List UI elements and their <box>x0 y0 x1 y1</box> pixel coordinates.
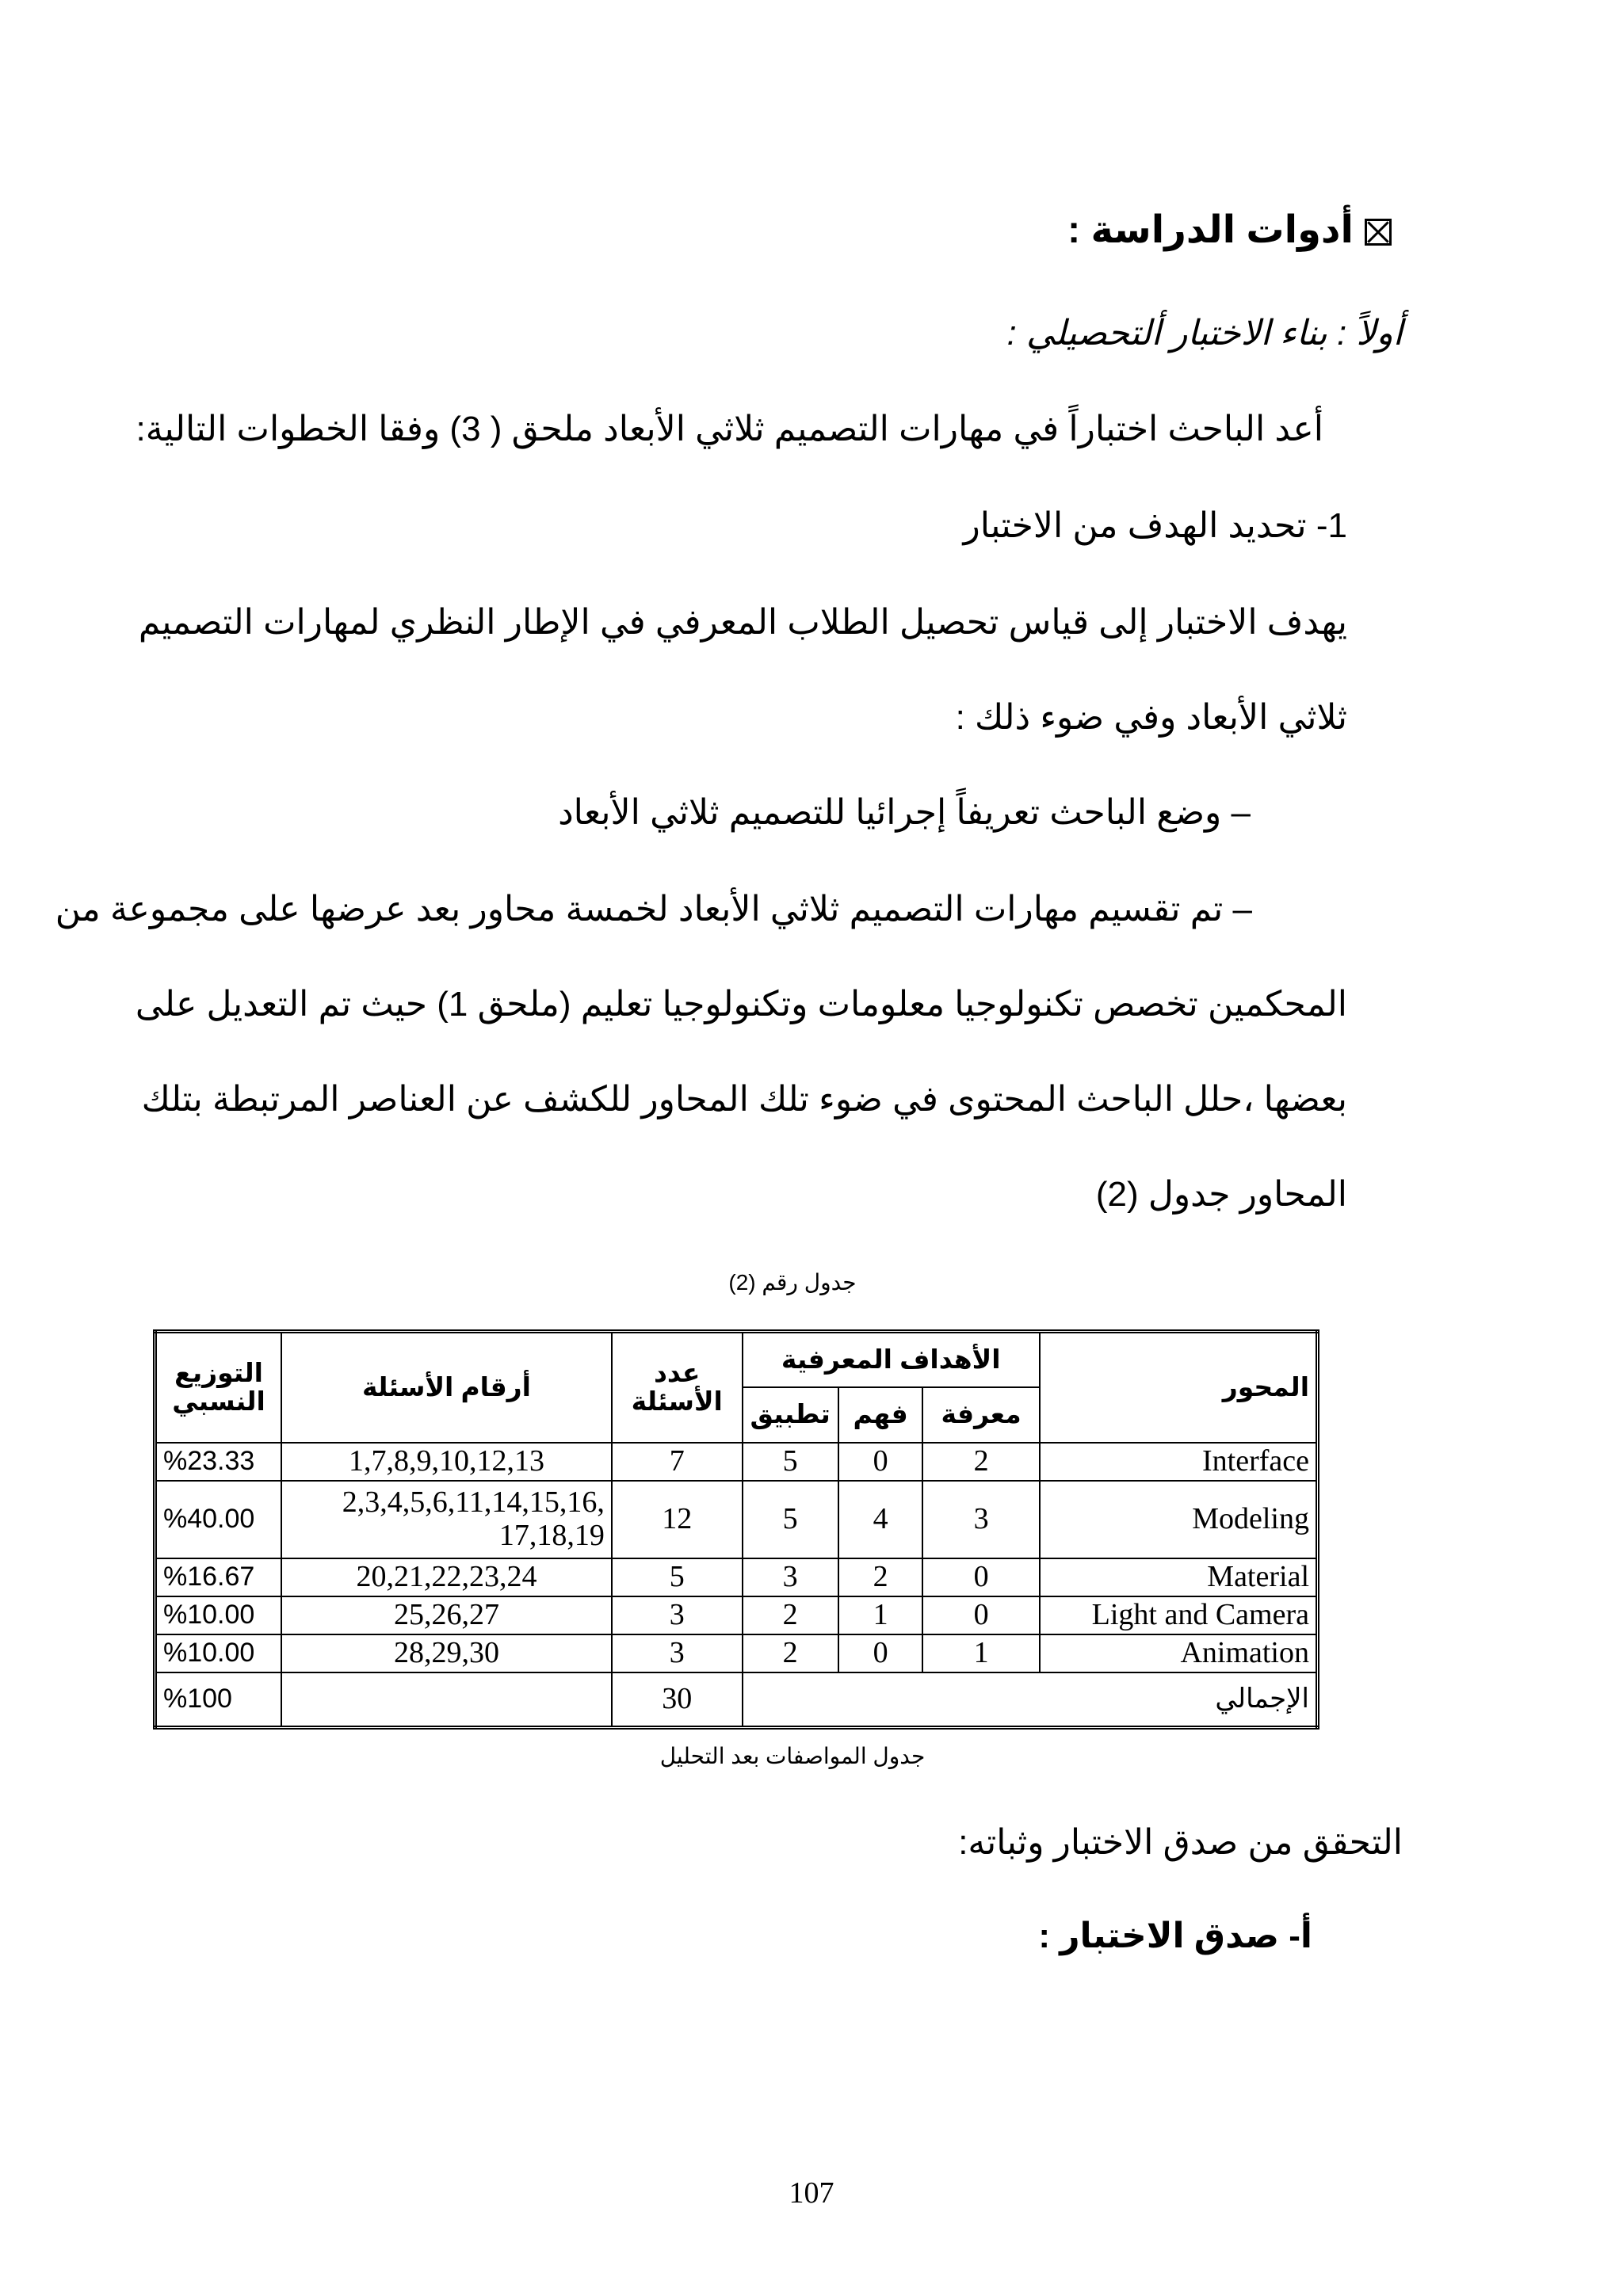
validity-heading: التحقق من صدق الاختبار وثباته: <box>958 1823 1403 1862</box>
header-knowledge: معرفة <box>922 1387 1039 1443</box>
cell-understanding: 1 <box>838 1596 923 1634</box>
paragraph-line: المحاور جدول (2) <box>1095 1175 1347 1214</box>
cell-knowledge: 0 <box>922 1596 1039 1634</box>
cell-count: 12 <box>612 1481 743 1558</box>
cell-axis: Light and Camera <box>1040 1596 1318 1634</box>
cell-knowledge: 0 <box>922 1558 1039 1596</box>
intro-paragraph: أعد الباحث اختباراً في مهارات التصميم ثلاثي الأبعاد ملحق ( 3) وفقا الخطوات التالية: <box>136 410 1323 448</box>
cell-total-distribution: %100 <box>155 1672 282 1728</box>
paragraph-line: – تم تقسيم مهارات التصميم ثلاثي الأبعاد لخمسة محاور بعد عرضها على مجموعة من <box>55 890 1252 929</box>
cell-understanding: 2 <box>838 1558 923 1596</box>
cell-understanding: 4 <box>838 1481 923 1558</box>
header-count: عدد الأسئلة <box>612 1332 743 1443</box>
header-application: تطبيق <box>743 1387 838 1443</box>
table-caption: جدول رقم (2) <box>728 1270 857 1295</box>
cell-total-numbers <box>281 1672 612 1728</box>
specification-table <box>153 1329 1319 1730</box>
cell-distribution: %40.00 <box>155 1481 282 1558</box>
paragraph-line: يهدف الاختبار إلى قياس تحصيل الطلاب المعرفي في الإطار النظري لمهارات التصميم <box>138 603 1347 642</box>
cell-count: 5 <box>612 1558 743 1596</box>
cell-distribution: %23.33 <box>155 1443 282 1481</box>
cell-count: 7 <box>612 1443 743 1481</box>
paragraph-line: المحكمين تخصص تكنولوجيا معلومات وتكنولوجيا تعليم (ملحق 1) حيث تم التعديل على <box>135 985 1347 1024</box>
cell-distribution: %16.67 <box>155 1558 282 1596</box>
cell-axis: Interface <box>1040 1443 1318 1481</box>
cell-application: 3 <box>743 1558 838 1596</box>
cell-distribution: %10.00 <box>155 1634 282 1672</box>
cell-total-count: 30 <box>612 1672 743 1728</box>
cell-numbers: 28,29,30 <box>281 1634 612 1672</box>
table-row <box>155 1596 1318 1634</box>
cell-distribution: %10.00 <box>155 1596 282 1634</box>
cell-understanding: 0 <box>838 1634 923 1672</box>
paragraph-line: بعضها ،حلل الباحث المحتوى في ضوء تلك المحاور للكشف عن العناصر المرتبطة بتلك <box>141 1080 1347 1119</box>
cell-application: 2 <box>743 1596 838 1634</box>
cell-count: 3 <box>612 1596 743 1634</box>
header-axis: المحور <box>1040 1332 1318 1443</box>
checkbox-x-icon <box>1365 219 1392 246</box>
table-row <box>155 1481 1318 1558</box>
cell-total-label: الإجمالي <box>743 1672 1318 1728</box>
table-total-row <box>155 1672 1318 1728</box>
validity-subheading: أ- صدق الاختبار : <box>1038 1917 1312 1955</box>
cell-knowledge: 2 <box>922 1443 1039 1481</box>
cell-axis: Animation <box>1040 1634 1318 1672</box>
cell-understanding: 0 <box>838 1443 923 1481</box>
cell-application: 2 <box>743 1634 838 1672</box>
cell-application: 5 <box>743 1481 838 1558</box>
header-objectives: الأهداف المعرفية <box>743 1332 1040 1387</box>
cell-knowledge: 1 <box>922 1634 1039 1672</box>
cell-application: 5 <box>743 1443 838 1481</box>
cell-numbers: 20,21,22,23,24 <box>281 1558 612 1596</box>
cell-numbers: 1,7,8,9,10,12,13 <box>281 1443 612 1481</box>
cell-numbers: 25,26,27 <box>281 1596 612 1634</box>
header-distribution: التوزيع النسبي <box>155 1332 282 1443</box>
cell-axis: Material <box>1040 1558 1318 1596</box>
table-row <box>155 1558 1318 1596</box>
header-understanding: فهم <box>838 1387 923 1443</box>
cell-numbers: 2,3,4,5,6,11,14,15,16, 17,18,19 <box>281 1481 612 1558</box>
table-row <box>155 1634 1318 1672</box>
bullet-item: – وضع الباحث تعريفاً إجرائيا للتصميم ثلاثي الأبعاد <box>558 793 1251 832</box>
section-heading: أدوات الدراسة : <box>1067 208 1392 252</box>
step-1: 1- تحديد الهدف من الاختبار <box>963 506 1347 545</box>
cell-count: 3 <box>612 1634 743 1672</box>
cell-knowledge: 3 <box>922 1481 1039 1558</box>
table-row <box>155 1443 1318 1481</box>
page-number: 107 <box>789 2176 834 2210</box>
subheading: أولاً : بناء الاختبار ألتحصيلي : <box>1006 314 1403 353</box>
paragraph-line: ثلاثي الأبعاد وفي ضوء ذلك : <box>955 698 1347 737</box>
cell-axis: Modeling <box>1040 1481 1318 1558</box>
header-numbers: أرقام الأسئلة <box>281 1332 612 1443</box>
table-note: جدول المواصفات بعد التحليل <box>659 1744 926 1768</box>
